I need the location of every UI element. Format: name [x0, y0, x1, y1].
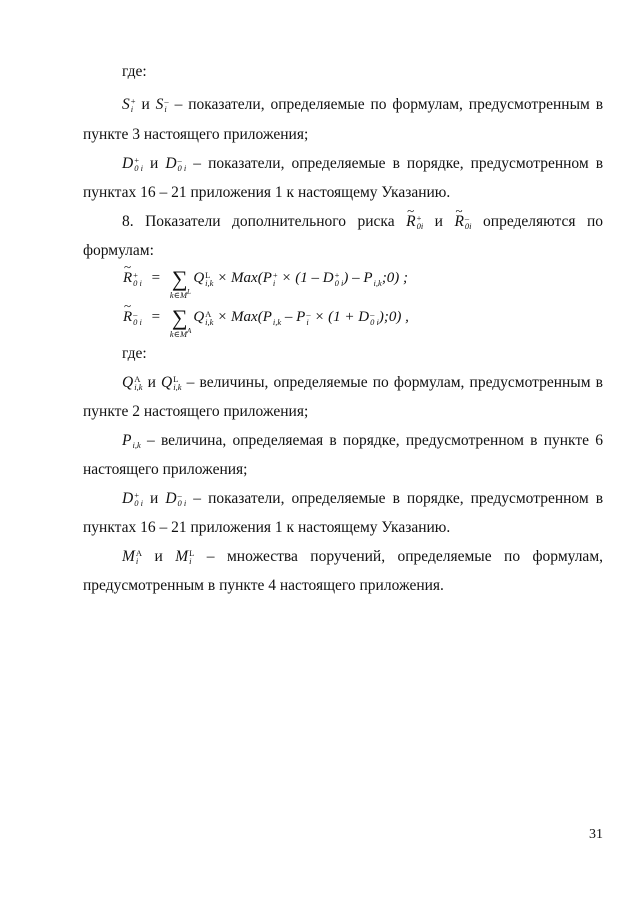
d-description: – показатели, определяемые в порядке, предусмотренном в [193, 155, 604, 172]
where-label-1: где: [122, 63, 147, 80]
m-l-symbol: M L i [175, 548, 195, 567]
m-definition-line [122, 547, 603, 567]
s-definition-line [122, 95, 603, 115]
formula-1-sum: ∑ $k\in M^L$ [169, 266, 191, 300]
m-definition-cont: предусмотренным в пункте 4 настоящего приложения. [83, 577, 444, 594]
s-plus-symbol: S + i [122, 96, 136, 115]
s-minus-symbol: S – i [155, 96, 169, 115]
q-description: – величины, определяемые по формулам, предусмотренным в [186, 374, 603, 391]
q-definition-cont: пункте 2 настоящего приложения; [83, 403, 309, 420]
formula-2-body-c: × (1 + D [314, 309, 370, 325]
s-description: – показатели, определяемые по формулам, предусмотренным в [174, 96, 604, 113]
formula-1-lhs: ~ R + 0 i [123, 270, 142, 287]
p-description: – величина, определяемая в порядке, предусмотренном в пункте 6 [146, 432, 604, 449]
formula-1: ~ R + 0 i = ∑ $k\in M^L$ Q L i,k × Max(P + i × (1 – D + 0 i ) – P i,k ;0) ; [123, 266, 408, 292]
p-definition-line [122, 431, 603, 451]
d-and-word: и [149, 155, 159, 172]
paragraph-8 [122, 212, 603, 232]
d-definition-line [122, 154, 603, 174]
formula-2-body-b: – P [284, 309, 306, 325]
formula-2-body-a: × Max(P [217, 309, 272, 325]
d2-minus-symbol: D – 0 i [165, 490, 187, 509]
p-definition-cont: настоящего приложения; [83, 461, 248, 478]
q-l-symbol: Q L i,k [161, 374, 182, 393]
formula-1-body-a: × Max(P [217, 270, 272, 286]
formula-2: ~ R – 0 i = ∑ $k\in M^A$ Q A i,k × Max(P i,k – P – i × (1 + D – 0 i );0) , [123, 305, 409, 331]
p8-start: 8. Показатели дополнительного риска [122, 213, 395, 230]
d2-description: – показатели, определяемые в порядке, предусмотренном в [193, 490, 604, 507]
p-symbol: P i,k [122, 432, 141, 451]
formula-2-sum: ∑ $k\in M^A$ [169, 305, 192, 339]
d-definition-cont: пунктах 16 – 21 приложения 1 к настоящему Указанию. [83, 184, 451, 201]
m-and-word: и [154, 548, 163, 565]
q-definition-line [122, 373, 603, 393]
formula-2-lhs: ~ R – 0 i [123, 309, 142, 326]
s-and-word: и [141, 96, 150, 113]
formula-1-body-c: ) – P [343, 270, 373, 286]
r-plus-symbol: ~ R + 0i [406, 212, 423, 232]
q-a-symbol: Q A i,k [122, 374, 143, 393]
formula-1-eq: = [151, 270, 161, 286]
q-and-word: и [147, 374, 156, 391]
formula-2-eq: = [151, 309, 161, 325]
m-a-symbol: M A i [122, 548, 143, 567]
s-definition-cont: пункте 3 настоящего приложения; [83, 126, 309, 143]
r-minus-symbol: ~ R – 0i [454, 212, 471, 232]
m-description: – множества поручений, определяемые по формулам, [206, 548, 603, 565]
paragraph-8-cont: формулам: [83, 242, 154, 259]
p8-end: определяются по [483, 213, 604, 230]
d-minus-symbol: D – 0 i [165, 155, 187, 174]
where-label-2: где: [122, 345, 147, 362]
p8-and-word: и [434, 213, 443, 230]
formula-2-body-d: );0) , [378, 309, 409, 325]
d-plus-symbol: D + 0 i [122, 155, 143, 174]
formula-1-body-d: ;0) ; [381, 270, 409, 286]
d2-definition-line [122, 489, 603, 509]
d2-definition-cont: пунктах 16 – 21 приложения 1 к настоящему Указанию. [83, 519, 451, 536]
page-number: 31 [589, 827, 603, 842]
d2-plus-symbol: D + 0 i [122, 490, 143, 509]
formula-1-body-b: × (1 – D [281, 270, 334, 286]
d2-and-word: и [149, 490, 159, 507]
